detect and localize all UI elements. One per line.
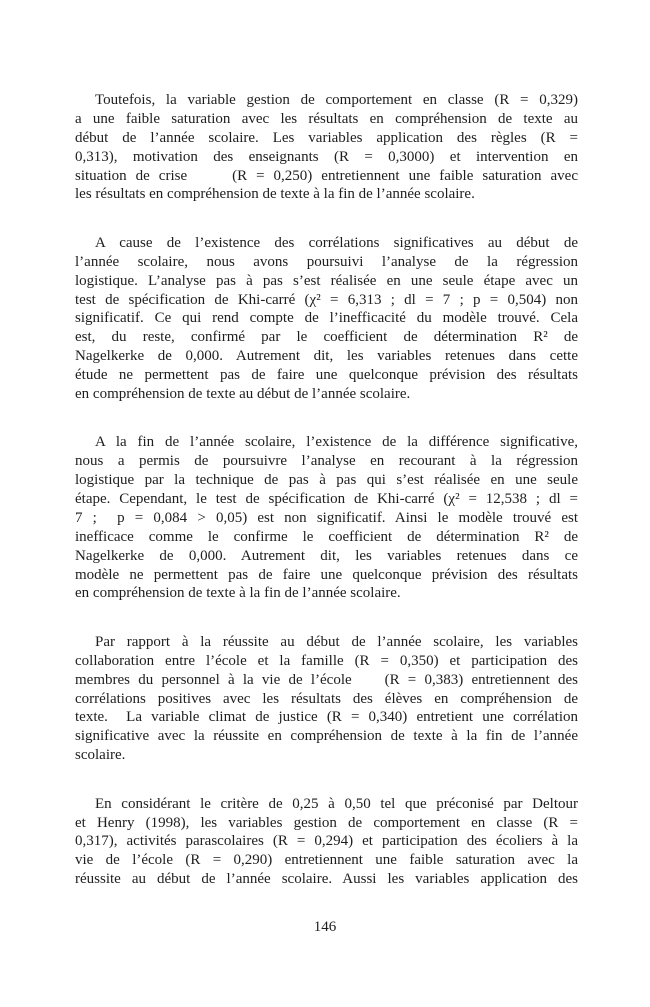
text-line: Par rapport à la réussite au début de l’année scolaire, les variables bbox=[95, 633, 578, 650]
text-line: les résultats en compréhension de texte à la fin de l’année scolaire. bbox=[75, 186, 475, 203]
text-line: 0,313), motivation des enseignants (R = 0,3000) et intervention en bbox=[75, 148, 578, 165]
text-line: A la fin de l’année scolaire, l’existence de la différence significative, bbox=[95, 434, 578, 451]
text-line: texte. La variable climat de justice (R = 0,340) entretient une corrélation bbox=[75, 709, 578, 726]
paragraph bbox=[75, 633, 578, 765]
text-line: significative avec la réussite en compréhension de texte à la fin de l’année bbox=[75, 728, 578, 745]
text-line: scolaire. bbox=[75, 747, 126, 764]
text-line: en compréhension de texte à la fin de l’année scolaire. bbox=[75, 585, 401, 602]
page-number: 146 bbox=[313, 919, 337, 935]
text-line: En considérant le critère de 0,25 à 0,50 tel que préconisé par Deltour bbox=[95, 795, 578, 812]
text-line: inefficace comme le confirme le coefficient de détermination R² de bbox=[75, 528, 578, 545]
text-line: modèle ne permettent pas de faire une quelconque prévision des résultats bbox=[75, 566, 578, 583]
paragraph bbox=[75, 795, 578, 889]
text-line: étape. Cependant, le test de spécification de Khi-carré (χ² = 12,538 ; dl = bbox=[75, 491, 578, 508]
text-line: étude ne permettent pas de faire une quelconque prévision des résultats bbox=[75, 367, 578, 384]
text-line: Nagelkerke de 0,000. Autrement dit, les variables retenues dans ce bbox=[75, 547, 578, 564]
text-line: et Henry (1998), les variables gestion de comportement en classe (R = bbox=[75, 814, 578, 831]
text-line: situation de crise (R = 0,250) entretiennent une faible saturation avec bbox=[75, 167, 578, 184]
text-line: nous a permis de poursuivre l’analyse en recourant à la régression bbox=[75, 453, 578, 470]
text-line: en compréhension de texte au début de l’année scolaire. bbox=[75, 385, 411, 402]
paragraph bbox=[75, 234, 578, 404]
page-body bbox=[75, 91, 578, 919]
text-line: corrélations positives avec les résultats des élèves en compréhension de bbox=[75, 690, 578, 707]
paragraph bbox=[75, 91, 578, 204]
text-line: logistique. L’analyse pas à pas s’est réalisée en une seule étape avec un bbox=[75, 272, 578, 289]
text-line: membres du personnel à la vie de l’école (R = 0,383) entretiennent des bbox=[75, 671, 578, 688]
text-line: réussite au début de l’année scolaire. Aussi les variables application des bbox=[75, 871, 578, 888]
text-line: vie de l’école (R = 0,290) entretiennent une faible saturation avec la bbox=[75, 852, 578, 869]
text-line: collaboration entre l’école et la famille (R = 0,350) et participation des bbox=[75, 652, 578, 669]
text-line: Toutefois, la variable gestion de comportement en classe (R = 0,329) bbox=[95, 92, 578, 108]
text-line: début de l’année scolaire. Les variables application des règles (R = bbox=[75, 129, 578, 146]
text-line: significatif. Ce qui rend compte de l’inefficacité du modèle trouvé. Cela bbox=[75, 310, 578, 327]
text-line: logistique par la technique de pas à pas qui s’est réalisée en une seule bbox=[75, 472, 578, 489]
text-line: 0,317), activités parascolaires (R = 0,294) et participation des écoliers à la bbox=[75, 833, 578, 850]
text-line: Nagelkerke de 0,000. Autrement dit, les variables retenues dans cette bbox=[75, 348, 578, 365]
text-line: 7 ; p = 0,084 > 0,05) est non significatif. Ainsi le modèle trouvé est bbox=[75, 509, 578, 526]
text-line: est, du reste, confirmé par le coefficient de détermination R² de bbox=[75, 329, 578, 346]
text-line: a une faible saturation avec les résultats en compréhension de texte au bbox=[75, 110, 578, 127]
text-line: l’année scolaire, nous avons poursuivi l’analyse de la régression bbox=[75, 253, 578, 270]
paragraph bbox=[75, 433, 578, 603]
text-line: A cause de l’existence des corrélations significatives au début de bbox=[95, 234, 578, 251]
text-line: test de spécification de Khi-carré (χ² = 6,313 ; dl = 7 ; p = 0,504) non bbox=[75, 291, 578, 308]
